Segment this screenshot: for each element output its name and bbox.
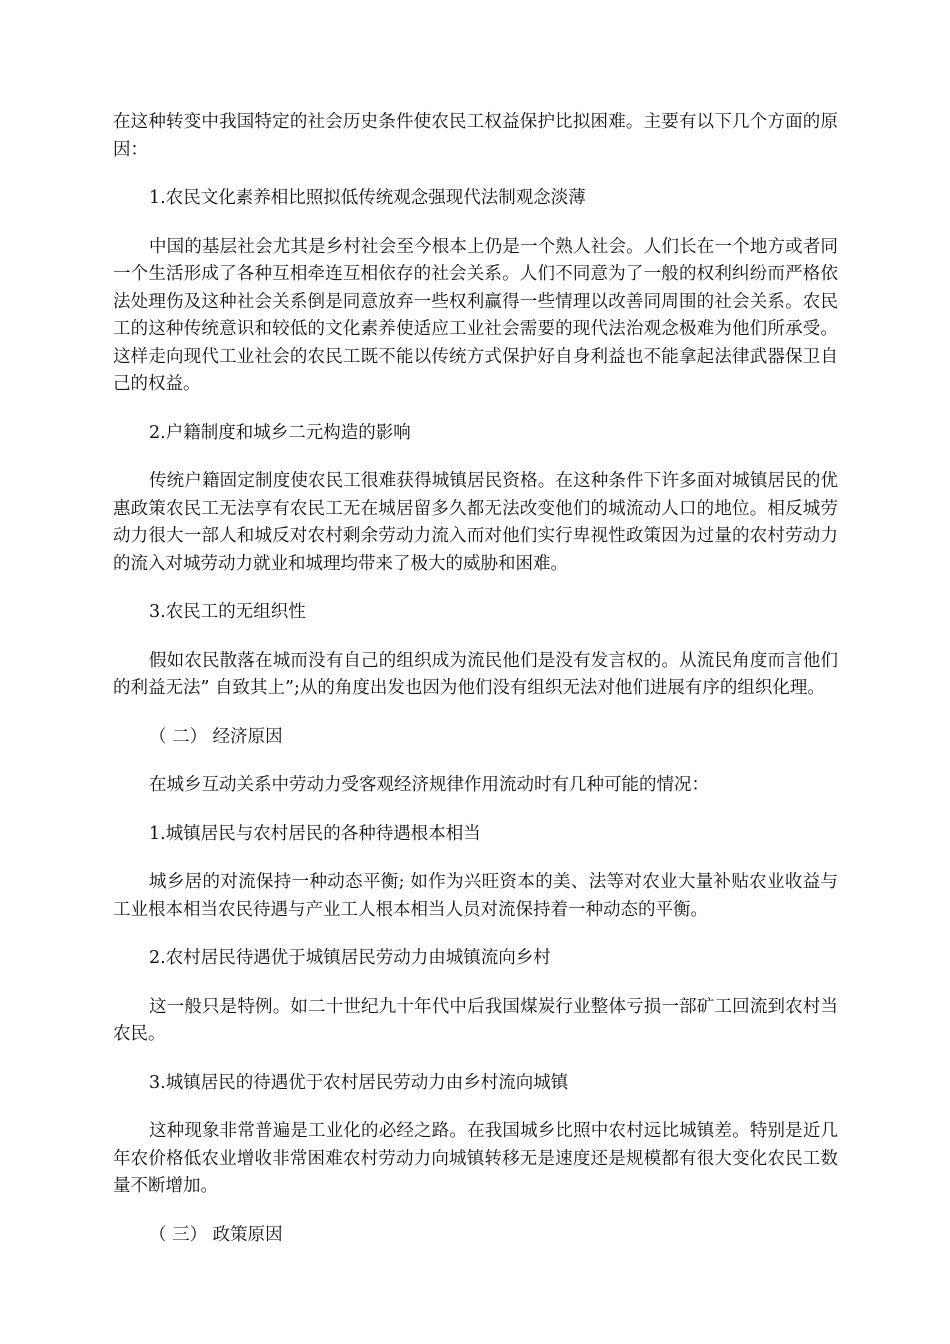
section-heading: 3.农民工的无组织性 [149,602,306,622]
section-heading: 1.农民文化素养相比照拟低传统观念强现代法制观念淡薄 [149,188,586,208]
section-heading: 2.农村居民待遇优于城镇居民劳动力由城镇流向乡村 [149,948,551,968]
paragraph: 在城乡互动关系中劳动力受客观经济规律作用流动时有几种可能的情况： [149,775,709,795]
paragraph: 在这种转变中我国特定的社会历史条件使农民工权益保护比拟困难。主要有以下几个方面的原因： [113,112,838,160]
paragraph: 传统户籍固定制度使农民工很难获得城镇居民资格。在这种条件下许多面对城镇居民的优惠政策农民工无法享有农民工无在城居留多久都无法改变他们的城流动人口的地位。相反城劳动力很大一部人和城反对农村剩余劳动力流入而对他们实行卑视性政策因为过量的农村劳动力的流入对城劳动力就业和城理均带来了极大的威胁和困难。 [113,471,838,574]
paragraph: 这种现象非常普遍是工业化的必经之路。在我国城乡比照中农村远比城镇差。特别是近几年农价格低农业增收非常困难农村劳动力向城镇转移无是速度还是规模都有很大变化农民工数量不断增加。 [113,1121,838,1196]
paragraph: 这一般只是特例。如二十世纪九十年代中后我国煤炭行业整体亏损一部矿工回流到农村当农民。 [113,996,838,1044]
paragraph: 城乡居的对流保持一种动态平衡; 如作为兴旺资本的美、法等对农业大量补贴农业收益与工业根本相当农民待遇与产业工人根本相当人员对流保持着一种动态的平衡。 [113,872,838,920]
paragraph: 假如农民散落在城而没有自己的组织成为流民他们是没有发言权的。从流民角度而言他们的利益无法” 自致其上”;从的角度出发也因为他们没有组织无法对他们进展有序的组织化理。 [113,650,838,698]
section-heading: （ 二） 经济原因 [149,726,283,747]
section-heading: 3.城镇居民的待遇优于农村居民劳动力由乡村流向城镇 [149,1072,569,1093]
section-heading: 2.户籍制度和城乡二元构造的影响 [149,422,411,443]
section-heading: （ 三） 政策原因 [149,1224,283,1245]
document-body [113,109,838,1270]
section-heading: 1.城镇居民与农村居民的各种待遇根本相当 [149,823,481,844]
paragraph: 中国的基层社会尤其是乡村社会至今根本上仍是一个熟人社会。人们长在一个地方或者同一个生活形成了各种互相牵连互相依存的社会关系。人们不同意为了一般的权利纠纷而严格依法处理伤及这种社会关系倒是同意放弃一些权利赢得一些情理以改善同周围的社会关系。农民工的这种传统意识和较低的文化素养使适应工业社会需要的现代法治观念极难为他们所承受。这样走向现代工业社会的农民工既不能以传统方式保护好自身利益也不能拿起法律武器保卫自己的权益。 [113,236,838,394]
